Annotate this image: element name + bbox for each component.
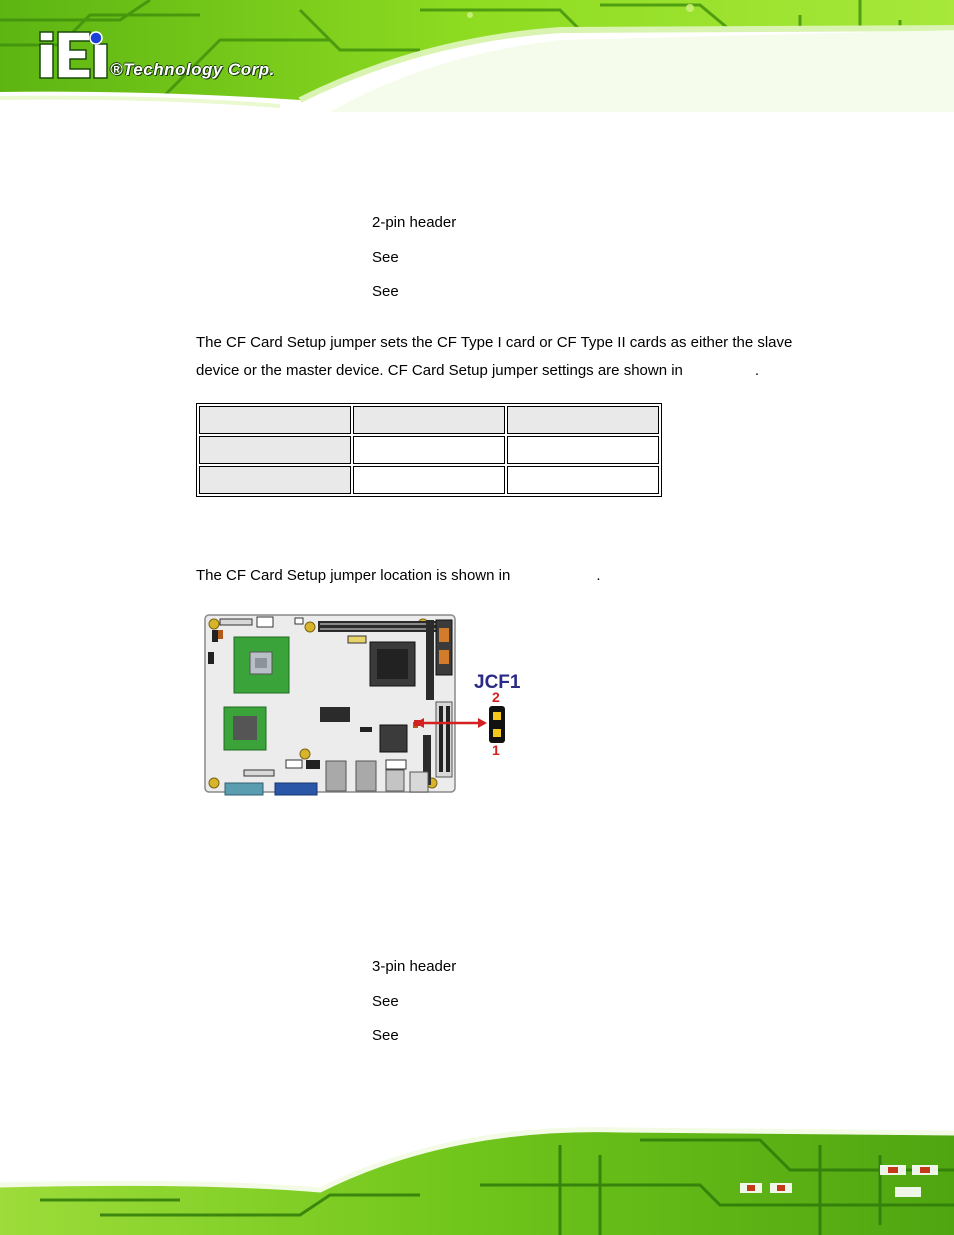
description-line-2-text: device or the master device. CF Card Setup jumper settings are shown in	[196, 362, 683, 379]
cf-setup-description	[196, 329, 826, 385]
footer-banner	[0, 1125, 954, 1235]
location-sentence-text: The CF Card Setup jumper location is shown in	[196, 567, 511, 584]
table-cell	[199, 436, 351, 464]
table-row	[199, 436, 659, 464]
description-line-2-period: .	[754, 362, 760, 379]
table-header-cell	[199, 406, 351, 434]
jumper-location-value: See	[372, 283, 399, 300]
company-name: ®Technology Corp.	[110, 60, 275, 79]
description-line-2	[196, 357, 826, 385]
table-cell	[507, 436, 659, 464]
table-header-cell	[507, 406, 659, 434]
table-row	[199, 466, 659, 494]
jumper-label: JCF1	[474, 672, 521, 693]
location-sentence-period: .	[596, 567, 601, 584]
next-jumper-location-value: See	[372, 1027, 399, 1044]
table-header-cell	[353, 406, 505, 434]
next-jumper-settings-value: See	[372, 993, 399, 1010]
description-line-1: The CF Card Setup jumper sets the CF Type I card or CF Type II cards as either the slave	[196, 334, 793, 351]
next-jumper-type-value: 3-pin header	[372, 958, 457, 975]
motherboard-diagram	[200, 610, 530, 800]
location-sentence	[196, 562, 826, 590]
pin-2-label: 2	[492, 689, 500, 705]
table-header-row	[199, 406, 659, 434]
jumper-settings-value: See	[372, 249, 399, 266]
table-cell	[353, 436, 505, 464]
header-banner	[0, 0, 954, 112]
jumper-type-value: 2-pin header	[372, 214, 457, 231]
pin-1-label: 1	[492, 742, 500, 758]
table-cell	[507, 466, 659, 494]
jumper-settings-table	[196, 403, 662, 497]
table-cell	[199, 466, 351, 494]
table-cell	[353, 466, 505, 494]
